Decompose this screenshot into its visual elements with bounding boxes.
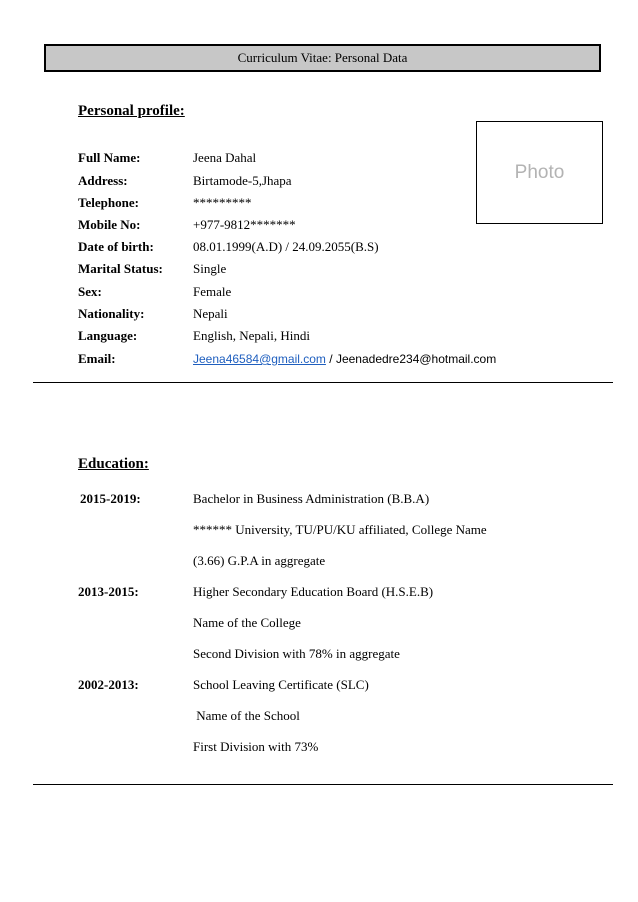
- education-row: [0, 677, 638, 695]
- field-label: Language:: [78, 328, 138, 343]
- field-value: Nepali: [193, 306, 228, 321]
- cv-header-box: [44, 44, 601, 72]
- field-label: Full Name:: [78, 150, 141, 165]
- education-text: School Leaving Certificate (SLC): [193, 677, 369, 692]
- field-value: *********: [193, 195, 252, 210]
- education-period: 2013-2015:: [78, 584, 139, 599]
- field-label: Date of birth:: [78, 239, 154, 254]
- photo-label: Photo: [514, 161, 565, 183]
- personal-profile-heading: Personal profile:: [78, 103, 185, 119]
- education-row: [0, 615, 638, 633]
- field-label: Sex:: [78, 284, 102, 299]
- education-period: 2015-2019:: [80, 491, 141, 506]
- field-label: Nationality:: [78, 306, 145, 321]
- education-row: [0, 553, 638, 571]
- field-label: Mobile No:: [78, 217, 141, 232]
- education-text: Name of the School: [193, 708, 300, 723]
- field-value: Single: [193, 261, 227, 276]
- field-value: 08.01.1999(A.D) / 24.09.2055(B.S): [193, 239, 379, 254]
- education-text: Bachelor in Business Administration (B.B.A): [193, 491, 430, 506]
- education-text: (3.66) G.P.A in aggregate: [193, 553, 326, 568]
- email-link-primary[interactable]: Jeena46584@gmail.com: [193, 352, 326, 366]
- field-address: [0, 173, 638, 191]
- education-row: [0, 708, 638, 726]
- field-date-of-birth: [0, 239, 638, 257]
- field-label: Email:: [78, 351, 116, 366]
- field-nationality: [0, 306, 638, 324]
- education-period: 2002-2013:: [78, 677, 139, 692]
- education-row: [0, 584, 638, 602]
- education-row: [0, 739, 638, 757]
- education-row: [0, 646, 638, 664]
- education-row: [0, 522, 638, 540]
- field-full-name: [0, 150, 638, 168]
- field-value: Female: [193, 284, 232, 299]
- email-separator: /: [325, 352, 336, 366]
- education-text: Higher Secondary Education Board (H.S.E.B): [193, 584, 434, 599]
- field-label: Telephone:: [78, 195, 139, 210]
- field-marital-status: [0, 261, 638, 279]
- education-text: Name of the College: [193, 615, 301, 630]
- field-value: Jeena Dahal: [193, 150, 257, 165]
- field-label: Marital Status:: [78, 261, 163, 276]
- field-mobile: [0, 217, 638, 235]
- section-divider: [33, 382, 613, 383]
- field-telephone: [0, 195, 638, 213]
- field-label: Address:: [78, 173, 128, 188]
- cv-header-title: Curriculum Vitae: Personal Data: [237, 50, 408, 65]
- email-secondary: Jeenadedre234@hotmail.com: [335, 352, 497, 366]
- field-value: [193, 351, 496, 367]
- field-sex: [0, 284, 638, 302]
- field-value: +977-9812*******: [193, 217, 296, 232]
- field-value: English, Nepali, Hindi: [193, 328, 310, 343]
- education-text: First Division with 73%: [193, 739, 319, 754]
- field-email: [0, 351, 638, 369]
- education-heading: Education:: [78, 456, 149, 472]
- field-language: [0, 328, 638, 346]
- field-value: Birtamode-5,Jhapa: [193, 173, 292, 188]
- education-text: ****** University, TU/PU/KU affiliated, College Name: [193, 522, 487, 537]
- section-divider-bottom: [33, 784, 613, 785]
- education-row: [0, 491, 638, 509]
- education-text: Second Division with 78% in aggregate: [193, 646, 400, 661]
